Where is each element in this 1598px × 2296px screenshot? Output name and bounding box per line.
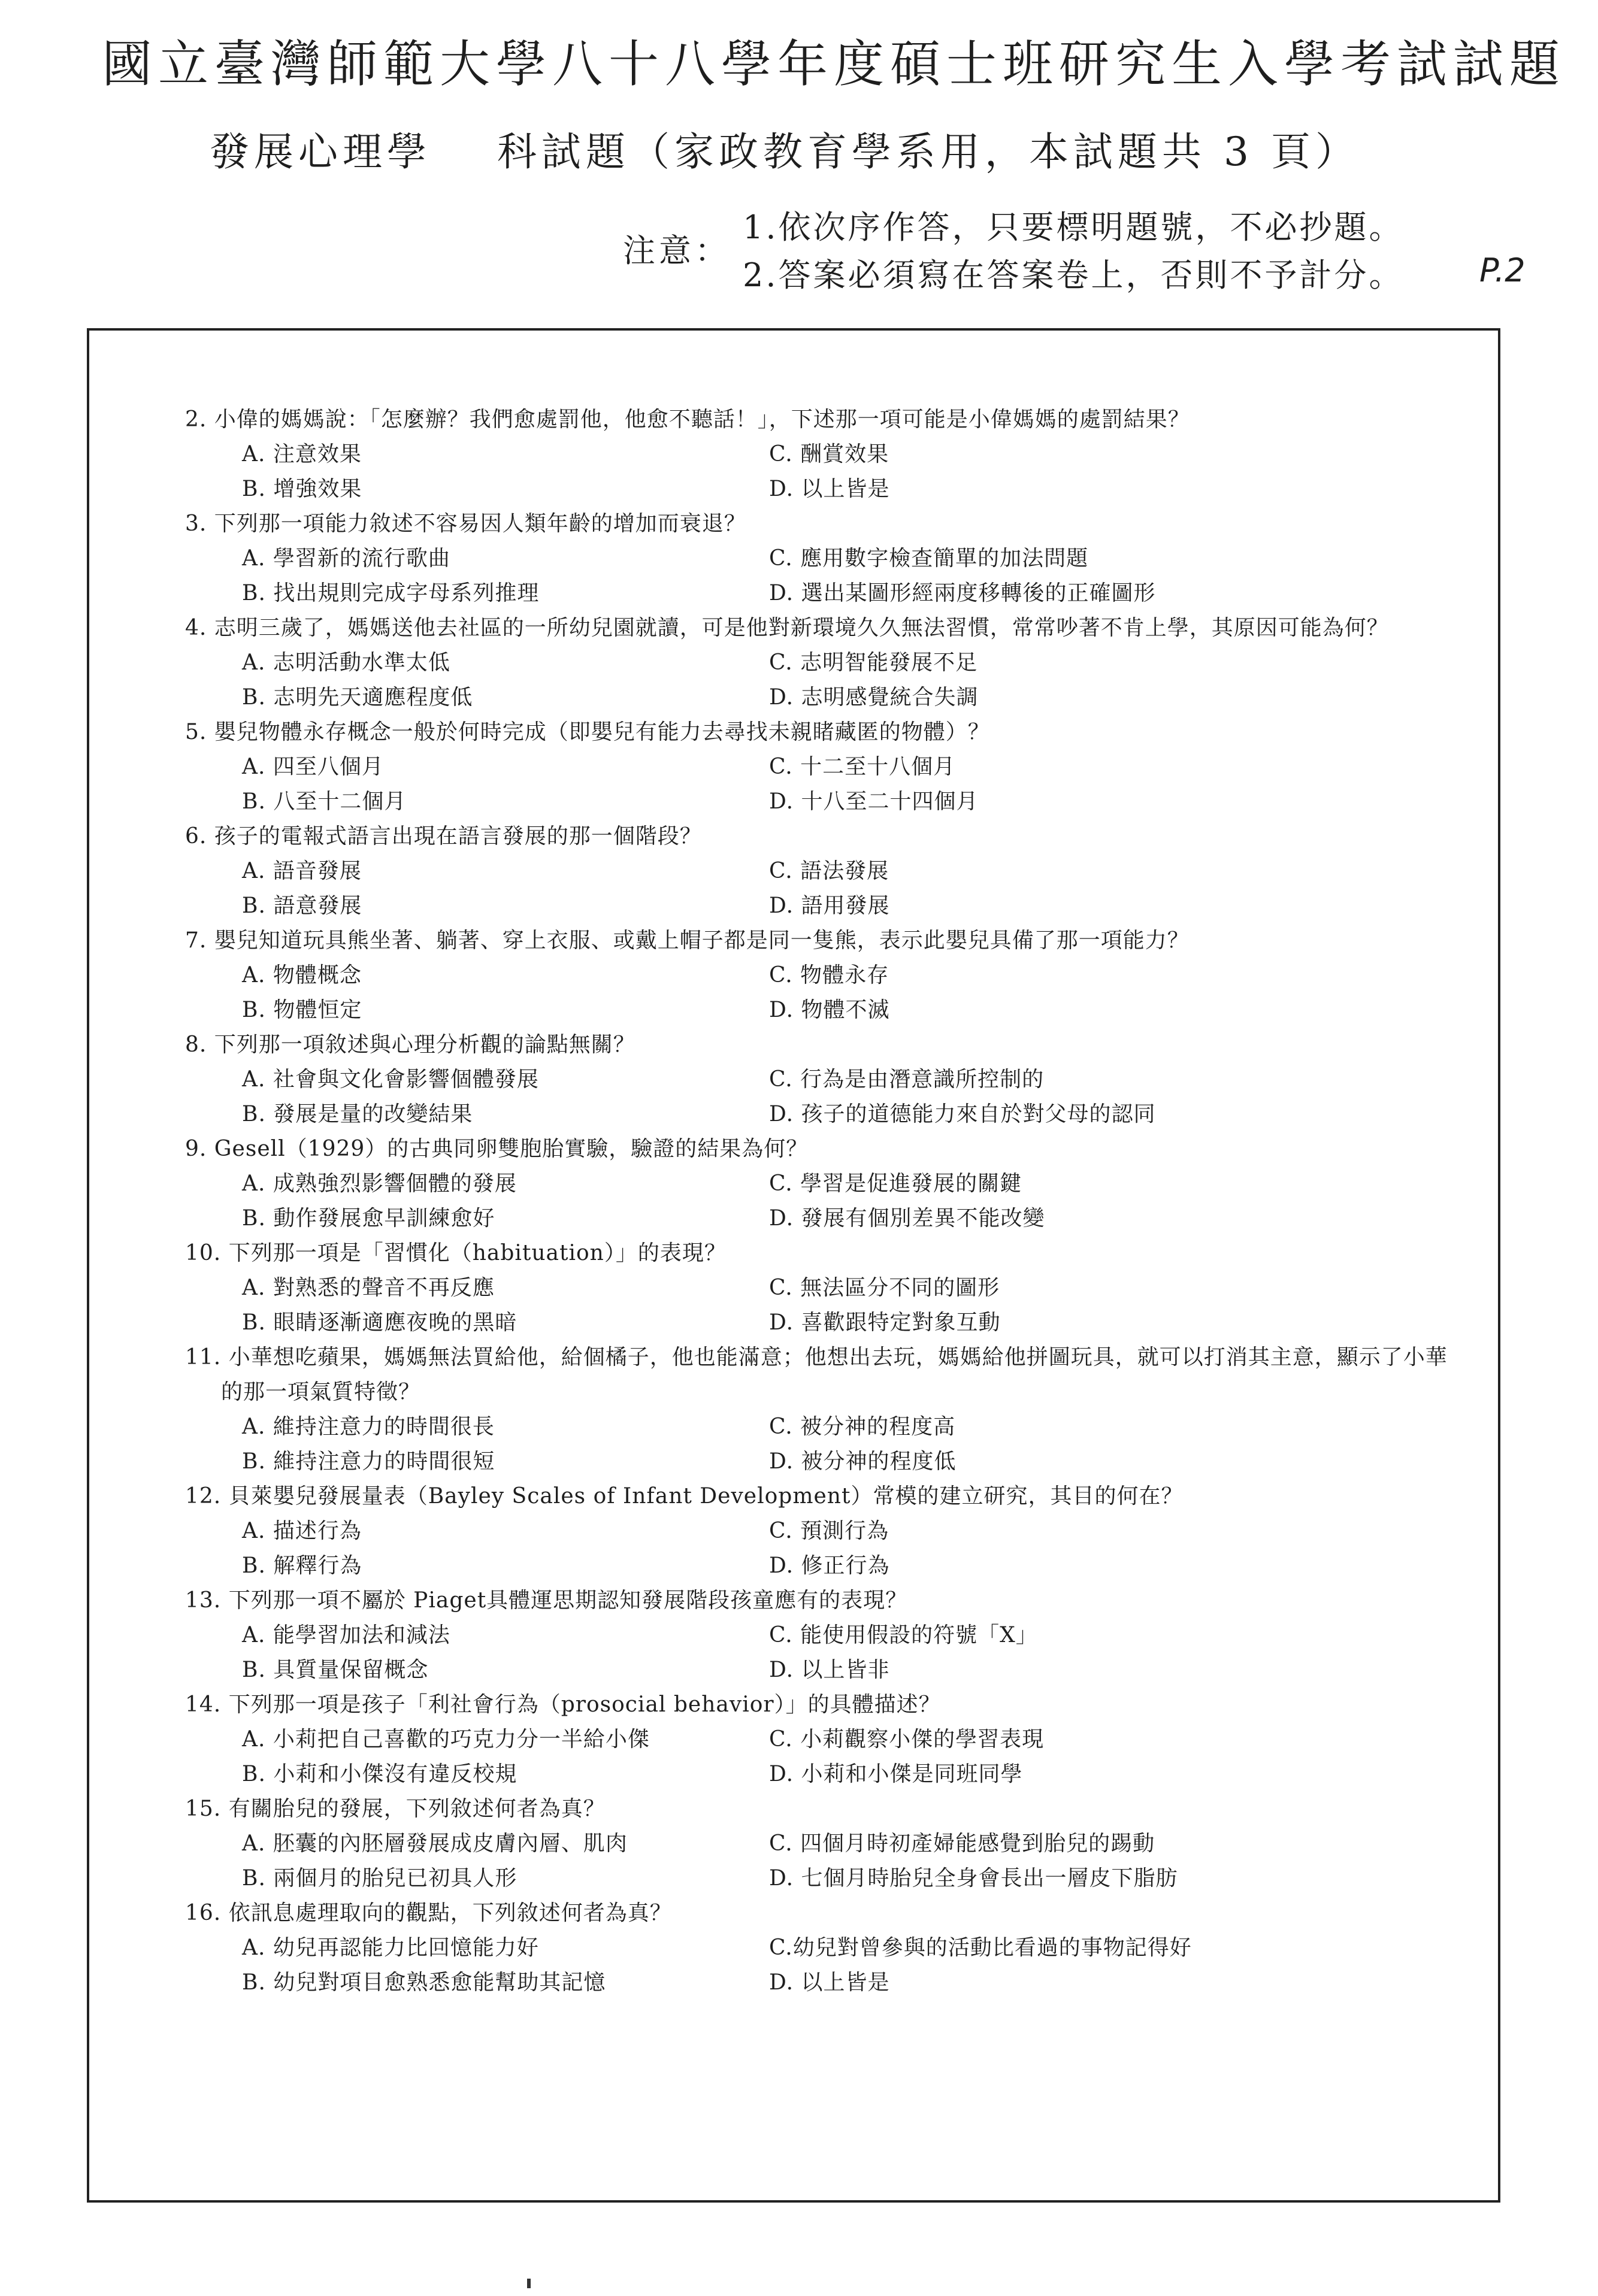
answer-options [242, 1167, 1467, 1236]
answer-option: C. 行為是由潛意識所控制的 [769, 1067, 1045, 1092]
answer-option: B. 解釋行為 [242, 1553, 362, 1578]
answer-option: B. 眼睛逐漸適應夜晚的黑暗 [242, 1310, 517, 1335]
question-item [185, 923, 1467, 1028]
answer-option: D. 物體不滅 [769, 998, 890, 1022]
question-item [185, 1236, 1467, 1340]
question-stem: 13. 下列那一項不屬於 Piaget具體運思期認知發展階段孩童應有的表現？ [185, 1588, 908, 1613]
answer-option: D. 修正行為 [769, 1553, 890, 1578]
question-stem: 3. 下列那一項能力敘述不容易因人類年齡的增加而衰退？ [185, 511, 746, 536]
answer-option: C. 物體永存 [769, 963, 889, 988]
question-item [185, 611, 1467, 715]
answer-option: A. 胚囊的內胚層發展成皮膚內層、肌肉 [242, 1831, 628, 1856]
answer-option: D. 語用發展 [769, 893, 890, 918]
question-stem: 6. 孩子的電報式語言出現在語言發展的那一個階段？ [185, 824, 702, 849]
question-stem: 15. 有關胎兒的發展，下列敘述何者為真？ [185, 1797, 606, 1821]
question-item [185, 507, 1467, 611]
answer-option: D. 喜歡跟特定對象互動 [769, 1310, 1001, 1335]
answer-options [242, 854, 1467, 923]
answer-option: D. 被分神的程度低 [769, 1449, 957, 1474]
exam-title: 國立臺灣師範大學八十八學年度碩士班研究生入學考試試題 [102, 35, 1566, 93]
subtitle-detail: 科試題（家政教育學系用，本試題共 3 頁） [497, 129, 1360, 175]
note-item: 2.答案必須寫在答案卷上，否則不予計分。 [743, 256, 1404, 294]
exam-header [0, 0, 1598, 335]
question-item [185, 1896, 1467, 2000]
question-stem: 7. 嬰兒知道玩具熊坐著、躺著、穿上衣服、或戴上帽子都是同一隻熊，表示此嬰兒具備了那一項能力？ [185, 928, 1190, 953]
question-stem: 2. 小偉的媽媽說：「怎麼辦？我們愈處罰他，他愈不聽話！」，下述那一項可能是小偉媽媽的處罰結果？ [185, 407, 1190, 432]
answer-option: D. 以上皆是 [769, 1970, 890, 1995]
answer-option: D. 十八至二十四個月 [769, 789, 979, 814]
notes-label: 注意： [623, 232, 731, 269]
answer-options [242, 541, 1467, 611]
answer-option: C. 四個月時初產婦能感覺到胎兒的踢動 [769, 1831, 1155, 1856]
answer-option: B. 八至十二個月 [242, 789, 407, 814]
answer-option: B. 物體恒定 [242, 998, 362, 1022]
exam-question-box [87, 328, 1500, 2203]
question-item [185, 715, 1467, 819]
question-item [185, 1132, 1467, 1236]
answer-option: A. 維持注意力的時間很長 [242, 1414, 495, 1439]
answer-options [242, 1826, 1467, 1896]
answer-option: C. 小莉觀察小傑的學習表現 [769, 1727, 1045, 1752]
answer-option: D. 七個月時胎兒全身會長出一層皮下脂肪 [769, 1866, 1178, 1891]
answer-option: C.幼兒對曾參與的活動比看過的事物記得好 [769, 1935, 1192, 1960]
question-stem: 16. 依訊息處理取向的觀點，下列敘述何者為真？ [185, 1901, 672, 1925]
notes-list [743, 204, 1404, 299]
answer-option: A. 志明活動水準太低 [242, 650, 450, 675]
answer-option: C. 志明智能發展不足 [769, 650, 978, 675]
question-stem: 5. 嬰兒物體永存概念一般於何時完成（即嬰兒有能力去尋找未親睹藏匿的物體）？ [185, 720, 990, 744]
question-item [185, 1479, 1467, 1583]
answer-option: A. 物體概念 [242, 963, 362, 988]
answer-option: B. 兩個月的胎兒已初具人形 [242, 1866, 517, 1891]
subject-name: 發展心理學 [210, 129, 431, 175]
answer-option: A. 幼兒再認能力比回憶能力好 [242, 1935, 539, 1960]
answer-option: C. 能使用假設的符號「X」 [769, 1623, 1038, 1647]
question-item [185, 819, 1467, 923]
handwritten-page-mark: P.2 [1479, 252, 1526, 289]
answer-option: B. 增強效果 [242, 477, 362, 501]
answer-option: D. 以上皆是 [769, 477, 890, 501]
question-stem: 4. 志明三歲了，媽媽送他去社區的一所幼兒園就讀，可是他對新環境久久無法習慣，常常吵著不肯上學，其原因可能為何？ [185, 616, 1389, 640]
answer-option: B. 找出規則完成字母系列推理 [242, 581, 540, 605]
question-item [185, 1340, 1467, 1479]
answer-option: C. 應用數字檢查簡單的加法問題 [769, 546, 1089, 571]
answer-option: D. 志明感覺統合失調 [769, 685, 979, 710]
answer-option: D. 發展有個別差異不能改變 [769, 1206, 1045, 1231]
scan-speck [527, 2279, 531, 2288]
answer-option: A. 四至八個月 [242, 755, 384, 779]
question-item [185, 1583, 1467, 1688]
answer-option: A. 成熟強烈影響個體的發展 [242, 1171, 517, 1196]
answer-option: B. 發展是量的改變結果 [242, 1102, 473, 1126]
answer-option: D. 小莉和小傑是同班同學 [769, 1762, 1023, 1786]
answer-option: C. 酬賞效果 [769, 442, 889, 467]
answer-option: A. 描述行為 [242, 1519, 362, 1543]
exam-subtitle [210, 120, 1527, 177]
answer-option: C. 預測行為 [769, 1519, 889, 1543]
question-stem: 14. 下列那一項是孩子「利社會行為（prosocial behavior）」的具體描述？ [185, 1692, 941, 1717]
answer-option: D. 選出某圖形經兩度移轉後的正確圖形 [769, 581, 1156, 605]
answer-option: A. 能學習加法和減法 [242, 1623, 450, 1647]
answer-option: C. 十二至十八個月 [769, 755, 956, 779]
answer-option: A. 學習新的流行歌曲 [242, 546, 450, 571]
question-list [185, 402, 1467, 2000]
answer-options [242, 1062, 1467, 1132]
question-stem: 10. 下列那一項是「習慣化（habituation）」的表現？ [185, 1241, 727, 1265]
answer-option: A. 語音發展 [242, 859, 362, 883]
answer-option: A. 注意效果 [242, 442, 362, 467]
answer-options [242, 958, 1467, 1028]
answer-option: C. 無法區分不同的圖形 [769, 1276, 1000, 1300]
answer-options [242, 437, 1467, 507]
answer-options [242, 750, 1467, 819]
question-stem: 11. 小華想吃蘋果，媽媽無法買給他，給個橘子，他也能滿意；他想出去玩，媽媽給他拼圖玩具，就可以打消其主意，顯示了小華的那一項氣質特徵？ [185, 1345, 1448, 1404]
answer-option: B. 志明先天適應程度低 [242, 685, 473, 710]
answer-option: B. 幼兒對項目愈熟悉愈能幫助其記憶 [242, 1970, 606, 1995]
answer-option: A. 對熟悉的聲音不再反應 [242, 1276, 495, 1300]
answer-options [242, 1931, 1467, 2000]
answer-option: B. 語意發展 [242, 893, 362, 918]
answer-option: C. 學習是促進發展的關鍵 [769, 1171, 1022, 1196]
question-item [185, 1792, 1467, 1896]
answer-options [242, 1618, 1467, 1688]
question-stem: 9. Gesell（1929）的古典同卵雙胞胎實驗，驗證的結果為何？ [185, 1137, 809, 1161]
answer-option: B. 動作發展愈早訓練愈好 [242, 1206, 495, 1231]
answer-options [242, 1514, 1467, 1583]
note-item: 1.依次序作答，只要標明題號，不必抄題。 [743, 208, 1404, 246]
answer-option: A. 小莉把自己喜歡的巧克力分一半給小傑 [242, 1727, 650, 1752]
answer-options [242, 646, 1467, 715]
answer-options [242, 1271, 1467, 1340]
answer-option: B. 具質量保留概念 [242, 1658, 429, 1682]
question-item [185, 402, 1467, 507]
answer-option: B. 維持注意力的時間很短 [242, 1449, 495, 1474]
question-stem: 8. 下列那一項敘述與心理分析觀的論點無關？ [185, 1032, 635, 1057]
answer-option: A. 社會與文化會影響個體發展 [242, 1067, 539, 1092]
answer-options [242, 1410, 1467, 1479]
answer-option: D. 孩子的道德能力來自於對父母的認同 [769, 1102, 1156, 1126]
answer-option: C. 語法發展 [769, 859, 889, 883]
answer-options [242, 1722, 1467, 1792]
question-stem: 12. 貝萊嬰兒發展量表（Bayley Scales of Infant Development）常模的建立研究，其目的何在？ [185, 1484, 1184, 1509]
answer-option: D. 以上皆非 [769, 1658, 890, 1682]
question-item [185, 1028, 1467, 1132]
question-item [185, 1688, 1467, 1792]
answer-option: C. 被分神的程度高 [769, 1414, 956, 1439]
answer-option: B. 小莉和小傑沒有違反校規 [242, 1762, 517, 1786]
